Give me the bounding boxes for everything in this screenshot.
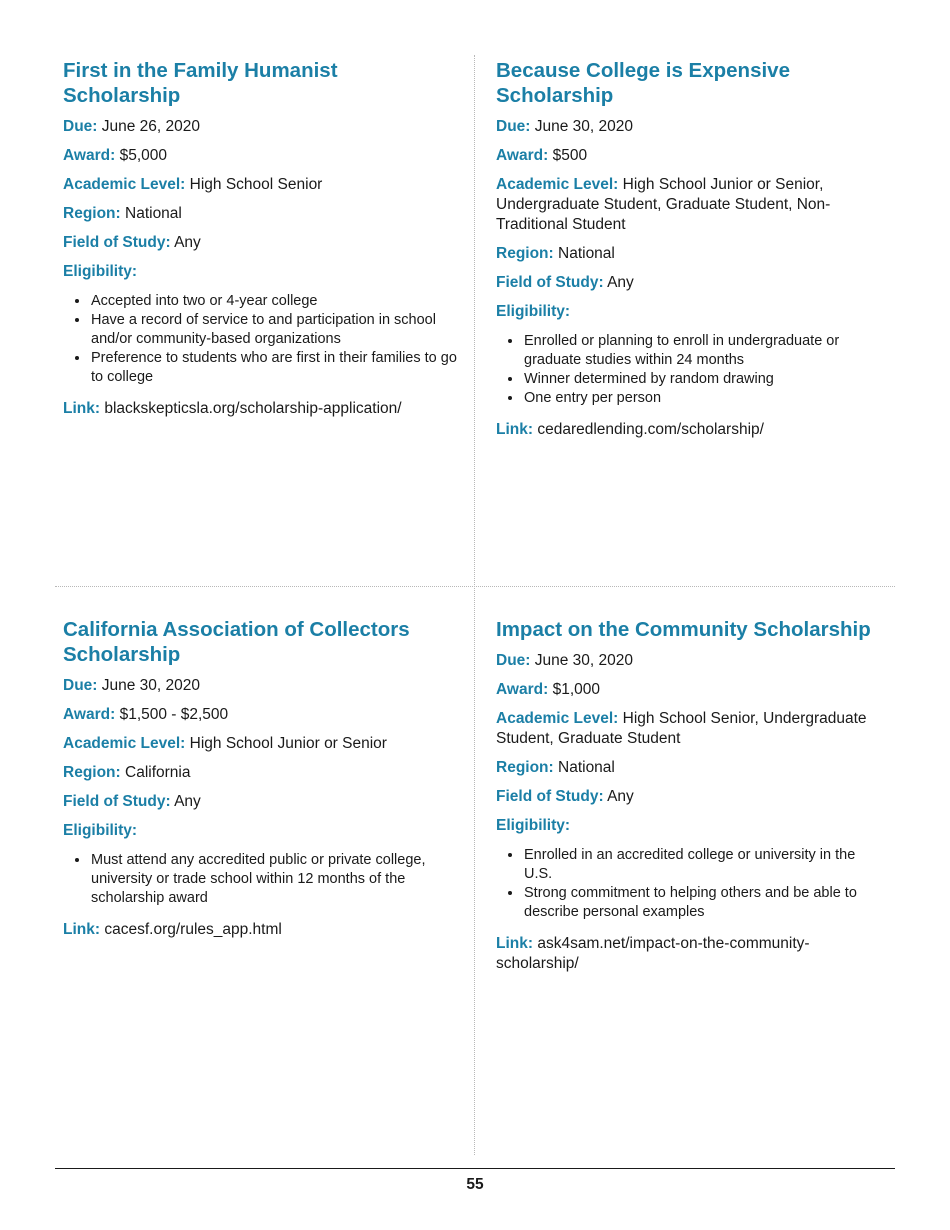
due-value: June 30, 2020 (534, 652, 634, 669)
scholarship-title: Impact on the Community Scholarship (496, 618, 871, 641)
eligibility-label: Eligibility: (496, 817, 571, 834)
field-of-study-label: Field of Study: (496, 788, 604, 805)
due-field (496, 651, 881, 671)
due-field (63, 117, 458, 137)
award-value: $1,000 (552, 681, 600, 698)
award-field (496, 680, 881, 700)
link-label: Link: (63, 400, 101, 417)
link-field (63, 399, 458, 419)
field-of-study-label: Field of Study: (496, 274, 604, 291)
eligibility-item: • Have a record of service to and participation in school and/or community-based organizations (90, 311, 458, 349)
field-of-study-label: Field of Study: (63, 234, 171, 251)
eligibility-list (496, 846, 881, 922)
region-value: National (558, 759, 615, 776)
academic-level-value: High School Senior (189, 176, 323, 193)
field-of-study-field (63, 792, 458, 812)
region-value: National (558, 245, 615, 262)
eligibility-list (496, 332, 881, 408)
region-label: Region: (63, 205, 121, 222)
award-field (63, 146, 458, 166)
academic-level-label: Academic Level: (63, 735, 186, 752)
eligibility-item: • Enrolled in an accredited college or university in the U.S. (523, 846, 881, 884)
academic-level-label: Academic Level: (496, 176, 619, 193)
award-value: $1,500 - $2,500 (119, 706, 229, 723)
region-field (496, 758, 881, 778)
award-field (496, 146, 881, 166)
eligibility-item: • Preference to students who are first in their families to go to college (90, 349, 458, 387)
region-field (63, 763, 458, 783)
eligibility-label: Eligibility: (63, 822, 138, 839)
region-label: Region: (496, 759, 554, 776)
academic-level-value: High School Junior or Senior, Undergraduate Student, Graduate Student, Non-Traditional Student (496, 176, 831, 233)
due-value: June 26, 2020 (101, 118, 201, 135)
eligibility-item: • Enrolled or planning to enroll in undergraduate or graduate studies within 24 months (523, 332, 881, 370)
region-field (63, 204, 458, 224)
field-of-study-label: Field of Study: (63, 793, 171, 810)
link-field (496, 934, 881, 974)
eligibility-item: • Winner determined by random drawing (523, 370, 881, 389)
academic-level-value: High School Senior, Undergraduate Student, Graduate Student (496, 710, 867, 747)
link-url[interactable]: cacesf.org/rules_app.html (104, 921, 282, 938)
academic-level-label: Academic Level: (496, 710, 619, 727)
column-divider (474, 55, 475, 1155)
award-value: $5,000 (119, 147, 167, 164)
eligibility-item: • Strong commitment to helping others and be able to describe personal examples (523, 884, 881, 922)
link-url[interactable]: blackskepticsla.org/scholarship-application/ (104, 400, 402, 417)
scholarship-title: California Association of Collectors Scholarship (63, 618, 410, 666)
award-field (63, 705, 458, 725)
link-field (63, 920, 458, 940)
award-value: $500 (552, 147, 588, 164)
region-value: California (125, 764, 191, 781)
region-value: National (125, 205, 182, 222)
due-field (63, 676, 458, 696)
academic-level-field (63, 175, 458, 195)
page-number: 55 (466, 1176, 484, 1193)
field-of-study-field (496, 273, 881, 293)
field-of-study-value: Any (607, 274, 634, 291)
eligibility-item: • Must attend any accredited public or private college, university or trade school within 12 months of the scholarship award (90, 851, 458, 908)
row-divider (55, 586, 895, 587)
award-label: Award: (63, 147, 116, 164)
field-of-study-field (63, 233, 458, 253)
award-label: Award: (63, 706, 116, 723)
due-field (496, 117, 881, 137)
scholarship-card (496, 58, 881, 449)
due-value: June 30, 2020 (101, 677, 201, 694)
due-label: Due: (496, 118, 531, 135)
link-url[interactable]: cedaredlending.com/scholarship/ (537, 421, 764, 438)
field-of-study-value: Any (607, 788, 634, 805)
region-field (496, 244, 881, 264)
field-of-study-value: Any (174, 234, 201, 251)
award-label: Award: (496, 147, 549, 164)
scholarship-title: First in the Family Humanist Scholarship (63, 59, 338, 107)
scholarship-card (63, 617, 458, 949)
eligibility-item: • One entry per person (523, 389, 881, 408)
link-label: Link: (63, 921, 101, 938)
eligibility-list (63, 851, 458, 908)
scholarship-card (63, 58, 458, 428)
academic-level-field (496, 709, 881, 749)
link-field (496, 420, 881, 440)
scholarship-card (496, 617, 881, 983)
academic-level-value: High School Junior or Senior (189, 735, 387, 752)
due-label: Due: (63, 677, 98, 694)
region-label: Region: (63, 764, 121, 781)
field-of-study-field (496, 787, 881, 807)
eligibility-list (63, 292, 458, 387)
due-label: Due: (63, 118, 98, 135)
footer-rule (55, 1168, 895, 1169)
field-of-study-value: Any (174, 793, 201, 810)
award-label: Award: (496, 681, 549, 698)
link-label: Link: (496, 421, 534, 438)
region-label: Region: (496, 245, 554, 262)
eligibility-label: Eligibility: (496, 303, 571, 320)
eligibility-label: Eligibility: (63, 263, 138, 280)
link-url[interactable]: ask4sam.net/impact-on-the-community-scholarship/ (496, 935, 810, 972)
scholarship-title: Because College is Expensive Scholarship (496, 59, 790, 107)
academic-level-label: Academic Level: (63, 176, 186, 193)
eligibility-item: • Accepted into two or 4-year college (90, 292, 458, 311)
link-label: Link: (496, 935, 534, 952)
due-value: June 30, 2020 (534, 118, 634, 135)
due-label: Due: (496, 652, 531, 669)
academic-level-field (496, 175, 881, 235)
academic-level-field (63, 734, 458, 754)
